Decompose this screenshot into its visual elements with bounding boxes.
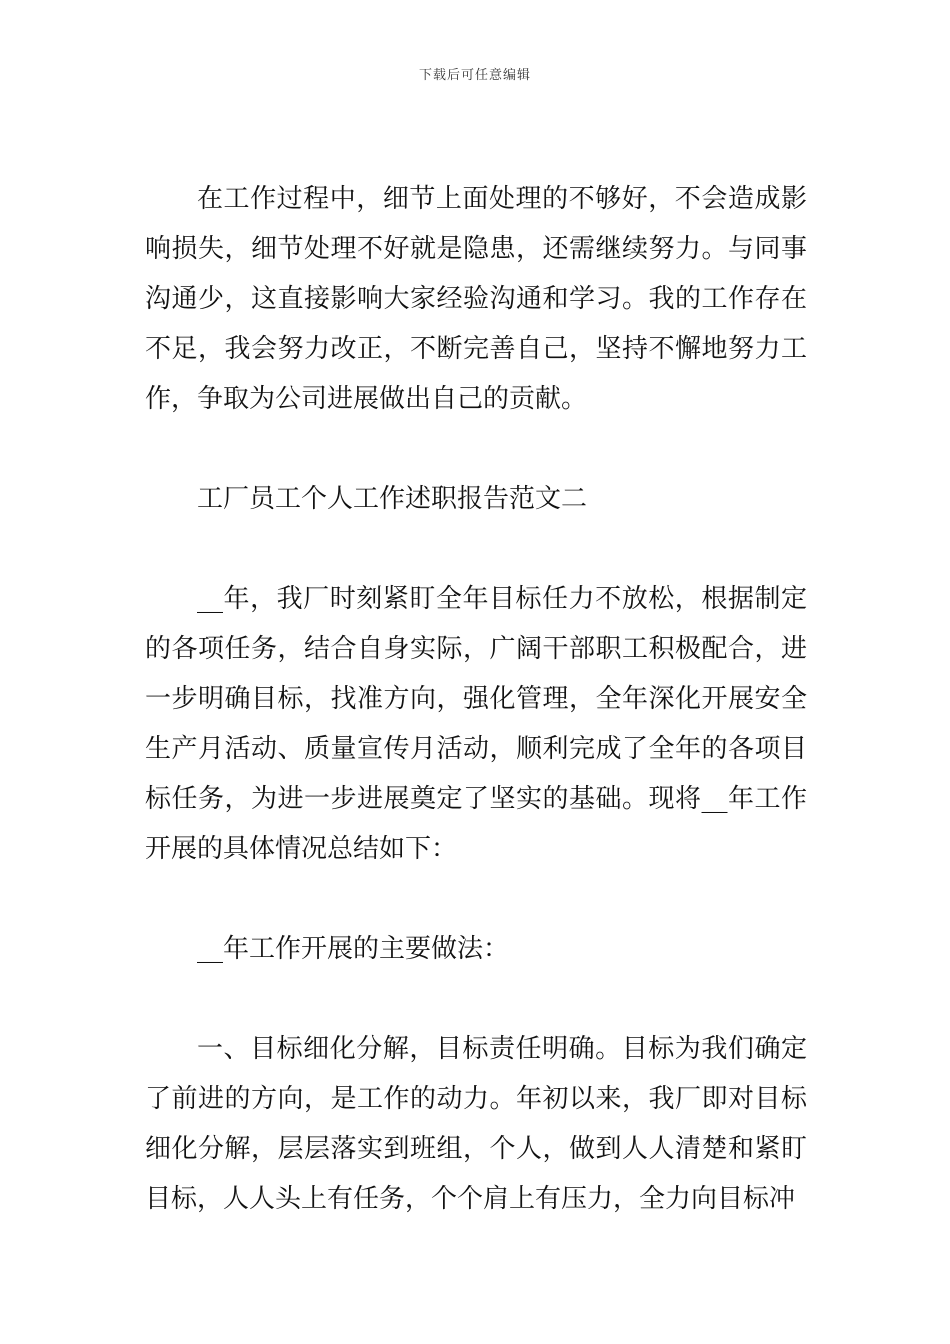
paragraph-work-shortcomings: 在工作过程中，细节上面处理的不够好，不会造成影响损失，细节处理不好就是隐患，还需继续努力。与同事沟通少，这直接影响大家经验沟通和学习。我的工作存在不足，我会努力改正，不断完善自己，坚持不懈地努力工作，争取为公司进展做出自己的贡献。 (145, 184, 807, 414)
section-title-report-two: 工厂员工个人工作述职报告范文二 (197, 484, 588, 514)
page-header: 下载后可任意编辑 (418, 68, 531, 83)
paragraph-goal-breakdown: 一、目标细化分解，目标责任明确。目标为我们确定了前进的方向，是工作的动力。年初以来，我厂即对目标细化分解，层层落实到班组，个人，做到人人清楚和紧盯目标，人人头上有任务，个个肩上有压力，全力向目标冲 (145, 1034, 807, 1214)
paragraph-annual-summary: __年，我厂时刻紧盯全年目标任力不放松，根据制定的各项任务，结合自身实际，广阔干部职工积极配合，进一步明确目标，找准方向，强化管理，全年深化开展安全生产月活动、质量宣传月活动，顺利完成了全年的各项目标任务，为进一步进展奠定了坚实的基础。现将__年工作开展的具体情况总结如下： (145, 584, 807, 864)
subheading-main-practices: __年工作开展的主要做法： (197, 934, 510, 964)
